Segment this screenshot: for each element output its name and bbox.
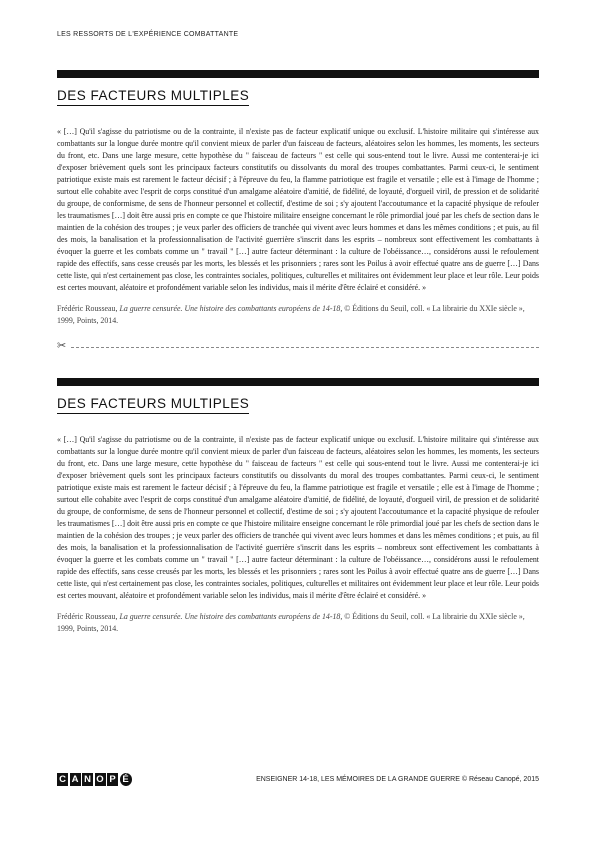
text-section-1 <box>57 70 539 335</box>
quotation-text: « […] Qu'il s'agisse du patriotisme ou de la contrainte, il n'existe pas de facteur explicatif unique ou exclusif. L'histoire militaire qui s'intéresse aux combattants sur la longue durée montre qu'il convient mieux de parler d'un faisceau de facteurs, aléatoires selon les hommes, les moments, les secteurs du front, etc. Dans une large mesure, cette hypothèse du " faisceau de facteurs " est celle qui sous-entend tout le livre. Aussi me contenterai-je ici d'exposer brièvement quels sont les principaux facteurs constitutifs ou dissolvants du moral des troupes combattantes. Parmi ceux-ci, le sentiment patriotique existe mais est rarement le facteur décisif ; à l'épreuve du feu, la flamme patriotique est fragile et versatile ; elle est à l'image de l'homme ; surtout elle cohabite avec l'esprit de corps constitué d'un amalgame aléatoire d'amitié, de fidélité, de loyauté, d'orgueil viril, de pression et de solidarité du groupe, de conformisme, de sens de l'honneur personnel et collectif, d'estime de soi ; s'y ajoutent l'accoutumance et la capacité physique de refouler les traumatismes […] doit être aussi pris en compte ce que l'histoire militaire enseigne concernant le rôle primordial joué par les chefs de section dans le maintien de la cohésion des troupes ; je veux parler des officiers de tranchée qui vivent avec leurs hommes et dans les mêmes conditions ; et puis, au fil des mois, la banalisation et la professionnalisation de l'activité guerrière s'inscrit dans les esprits – nombreux sont effectivement les combattants à évoquer la guerre et les combats comme un " travail " […] autre facteur déterminant : la culture de l'obéissance…, considérons aussi le refoulement rapide des effectifs, sans cesse creusés par les morts, les blessés et les prisonniers ; rares sont les Poilus à avoir effectué quatre ans de guerre […] Dans cette liste, qui n'est certainement pas close, les contraintes sociales, politiques, culturelles et militaires ont évidemment leur place et leur rôle. Leur poids est certes mouvant, aléatoire et profondément variable selon les individus, mais il mérite d'être éclairé et considéré. » <box>57 435 539 601</box>
logo-letter: É <box>120 773 132 786</box>
scissors-icon: ✂ <box>57 340 67 352</box>
source-title: La guerre censurée. Une histoire des combattants européens de 14-18 <box>119 304 341 314</box>
canope-logo <box>57 773 132 786</box>
cut-line <box>57 341 539 353</box>
source-author: Frédéric Rousseau, <box>57 612 120 622</box>
page-footer <box>57 773 539 787</box>
quotation-text: « […] Qu'il s'agisse du patriotisme ou de la contrainte, il n'existe pas de facteur explicatif unique ou exclusif. L'histoire militaire qui s'intéresse aux combattants sur la longue durée montre qu'il convient mieux de parler d'un faisceau de facteurs, aléatoires selon les hommes, les moments, les secteurs du front, etc. Dans une large mesure, cette hypothèse du " faisceau de facteurs " est celle qui sous-entend tout le livre. Aussi me contenterai-je ici d'exposer brièvement quels sont les principaux facteurs constitutifs ou dissolvants du moral des troupes combattantes. Parmi ceux-ci, le sentiment patriotique existe mais est rarement le facteur décisif ; à l'épreuve du feu, la flamme patriotique est fragile et versatile ; elle est à l'image de l'homme ; surtout elle cohabite avec l'esprit de corps constitué d'un amalgame aléatoire d'amitié, de fidélité, de loyauté, d'orgueil viril, de pression et de solidarité du groupe, de conformisme, de sens de l'honneur personnel et collectif, d'estime de soi ; s'y ajoutent l'accoutumance et la capacité physique de refouler les traumatismes […] doit être aussi pris en compte ce que l'histoire militaire enseigne concernant le rôle primordial joué par les chefs de section dans le maintien de la cohésion des troupes ; je veux parler des officiers de tranchée qui vivent avec leurs hommes et dans les mêmes conditions ; et puis, au fil des mois, la banalisation et la professionnalisation de l'activité guerrière s'inscrit dans les esprits – nombreux sont effectivement les combattants à évoquer la guerre et les combats comme un " travail " […] autre facteur déterminant : la culture de l'obéissance…, considérons aussi le refoulement rapide des effectifs, sans cesse creusés par les morts, les blessés et les prisonniers ; rares sont les Poilus à avoir effectué quatre ans de guerre […] Dans cette liste, qui n'est certainement pas close, les contraintes sociales, politiques, culturelles et militaires ont évidemment leur place et leur rôle. Leur poids est certes mouvant, aléatoire et profondément variable selon les individus, mais il mérite d'être éclairé et considéré. » <box>57 127 539 293</box>
logo-letter: N <box>82 773 93 786</box>
section-rule <box>57 70 539 78</box>
source-citation <box>57 303 539 327</box>
footer-credit: ENSEIGNER 14-18, LES MÉMOIRES DE LA GRANDE GUERRE © Réseau Canopé, 2015 <box>256 776 539 783</box>
section-heading: DES FACTEURS MULTIPLES <box>57 396 249 414</box>
source-author: Frédéric Rousseau, <box>57 304 120 314</box>
source-title: La guerre censurée. Une histoire des combattants européens de 14-18 <box>119 612 341 622</box>
source-citation <box>57 611 539 635</box>
logo-letter: A <box>70 773 81 786</box>
source-publisher: , © Éditions du Seuil, coll. « La librairie du XXIe siècle », 1999, Points, 2014. <box>57 304 525 326</box>
source-publisher: , © Éditions du Seuil, coll. « La librairie du XXIe siècle », 1999, Points, 2014. <box>57 612 525 634</box>
section-heading: DES FACTEURS MULTIPLES <box>57 88 249 106</box>
logo-letter: C <box>57 773 68 786</box>
dashed-cut-rule <box>71 347 539 348</box>
running-head: LES RESSORTS DE L'EXPÉRIENCE COMBATTANTE <box>57 31 239 38</box>
text-section-2 <box>57 378 539 643</box>
logo-letter: O <box>96 774 104 785</box>
section-rule <box>57 378 539 386</box>
logo-letter: P <box>107 773 118 786</box>
